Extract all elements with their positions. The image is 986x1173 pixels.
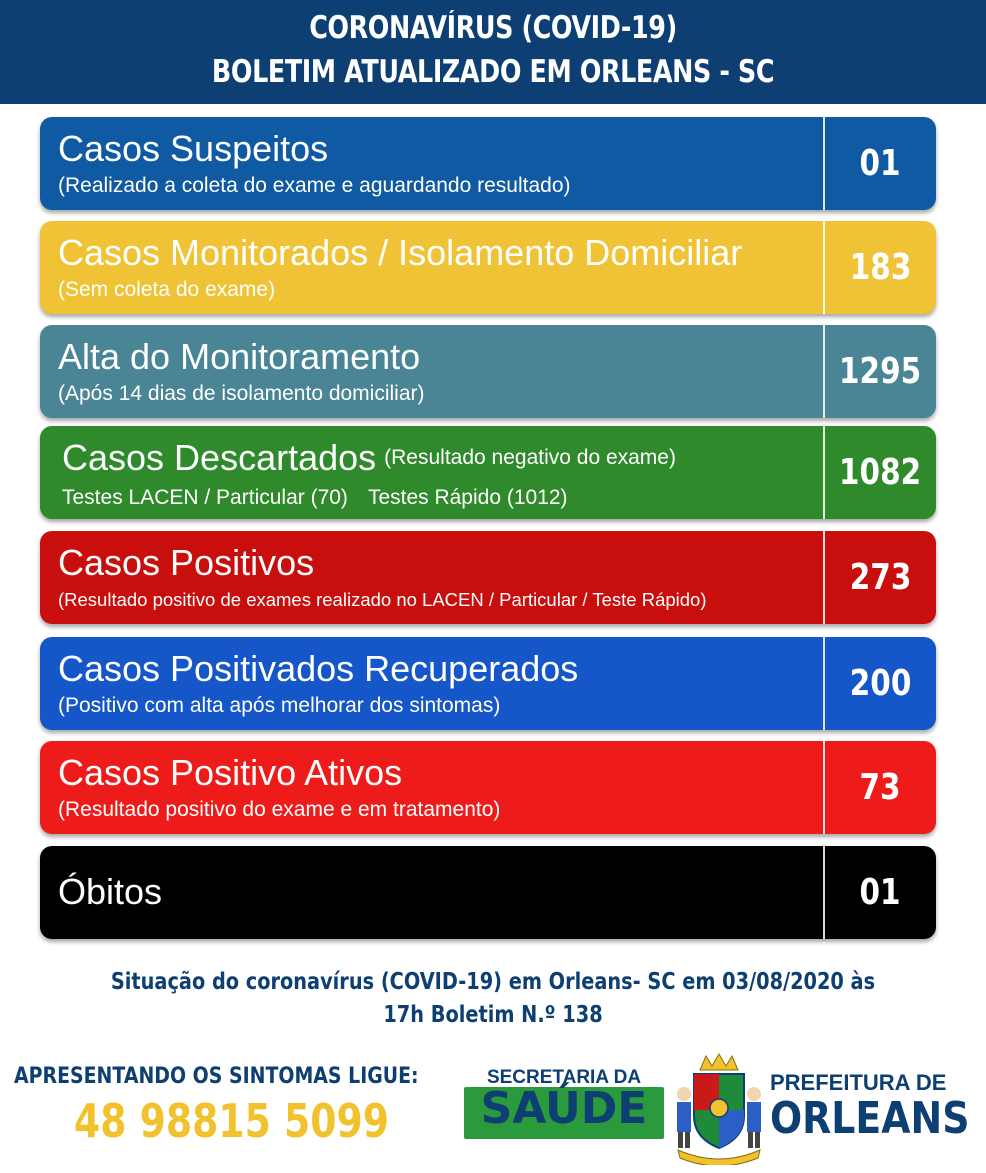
row-value-box bbox=[825, 117, 936, 210]
row-title: Casos Positivados Recuperados bbox=[58, 648, 579, 689]
row-value-box bbox=[825, 426, 936, 519]
row-casos-descartados bbox=[40, 426, 936, 519]
row-subtitle: (Resultado positivo do exame e em tratamento) bbox=[58, 798, 501, 821]
row-value: 273 bbox=[849, 557, 912, 598]
testes-rapido: Testes Rápido (1012) bbox=[367, 486, 568, 509]
row-positivo-ativos bbox=[40, 741, 936, 834]
row-value: 200 bbox=[849, 663, 912, 704]
secretaria-logo-top: SECRETARIA DA bbox=[486, 1067, 642, 1088]
row-title: Casos Positivo Ativos bbox=[58, 752, 403, 793]
orleans-crest-icon bbox=[670, 1050, 768, 1165]
row-value: 183 bbox=[849, 247, 912, 288]
row-subtitle: (Após 14 dias de isolamento domiciliar) bbox=[58, 382, 425, 405]
row-title: Casos Positivos bbox=[58, 542, 315, 583]
row-title-line bbox=[62, 438, 676, 478]
row-positivados-recuperados bbox=[40, 637, 936, 730]
row-casos-positivos bbox=[40, 531, 936, 624]
row-value: 1082 bbox=[839, 452, 922, 493]
row-value-box bbox=[825, 741, 936, 834]
situacao-line1: Situação do coronavírus (COVID-19) em Orleans- SC em 03/08/2020 às bbox=[110, 969, 876, 995]
row-value-box bbox=[825, 846, 936, 939]
prefeitura-orleans-logo bbox=[770, 1070, 970, 1142]
row-title: Óbitos bbox=[58, 871, 163, 912]
row-value: 01 bbox=[859, 872, 902, 913]
row-value-box bbox=[825, 325, 936, 418]
row-subtitle bbox=[62, 485, 568, 511]
row-value-box bbox=[825, 221, 936, 314]
bulletin-header bbox=[0, 0, 986, 104]
secretaria-saude-logo bbox=[464, 1067, 664, 1145]
header-subtitle: BOLETIM ATUALIZADO EM ORLEANS - SC bbox=[211, 54, 775, 90]
secretaria-logo-bottom: SAÚDE bbox=[480, 1083, 648, 1134]
prefeitura-logo-top: PREFEITURA DE bbox=[770, 1070, 947, 1095]
row-value-box bbox=[825, 531, 936, 624]
ligue-label: APRESENTANDO OS SINTOMAS LIGUE: bbox=[14, 1064, 419, 1089]
header-title: CORONAVÍRUS (COVID-19) bbox=[309, 10, 677, 46]
row-subtitle: (Realizado a coleta do exame e aguardando resultado) bbox=[58, 174, 571, 197]
situacao-line2: 17h Boletim N.º 138 bbox=[383, 1002, 603, 1028]
row-casos-monitorados bbox=[40, 221, 936, 314]
row-title: Casos Monitorados / Isolamento Domiciliar bbox=[58, 232, 743, 273]
row-alta-monitoramento bbox=[40, 325, 936, 418]
row-value: 73 bbox=[859, 767, 902, 808]
row-value: 1295 bbox=[839, 351, 922, 392]
situacao-text bbox=[30, 966, 956, 1032]
row-value-box bbox=[825, 637, 936, 730]
row-title: Casos Descartados bbox=[62, 437, 377, 478]
row-subtitle: (Resultado positivo de exames realizado no LACEN / Particular / Teste Rápido) bbox=[58, 589, 707, 610]
row-subtitle: (Sem coleta do exame) bbox=[58, 278, 276, 301]
row-value: 01 bbox=[859, 143, 902, 184]
row-casos-suspeitos bbox=[40, 117, 936, 210]
row-title: Alta do Monitoramento bbox=[58, 336, 421, 377]
row-title-note: (Resultado negativo do exame) bbox=[384, 446, 676, 469]
phone-number: 48 98815 5099 bbox=[74, 1094, 389, 1148]
row-obitos bbox=[40, 846, 936, 939]
row-title: Casos Suspeitos bbox=[58, 128, 329, 169]
prefeitura-logo-bottom: ORLEANS bbox=[770, 1093, 970, 1144]
testes-lacen: Testes LACEN / Particular (70) bbox=[62, 486, 348, 509]
row-subtitle: (Positivo com alta após melhorar dos sintomas) bbox=[58, 694, 501, 717]
